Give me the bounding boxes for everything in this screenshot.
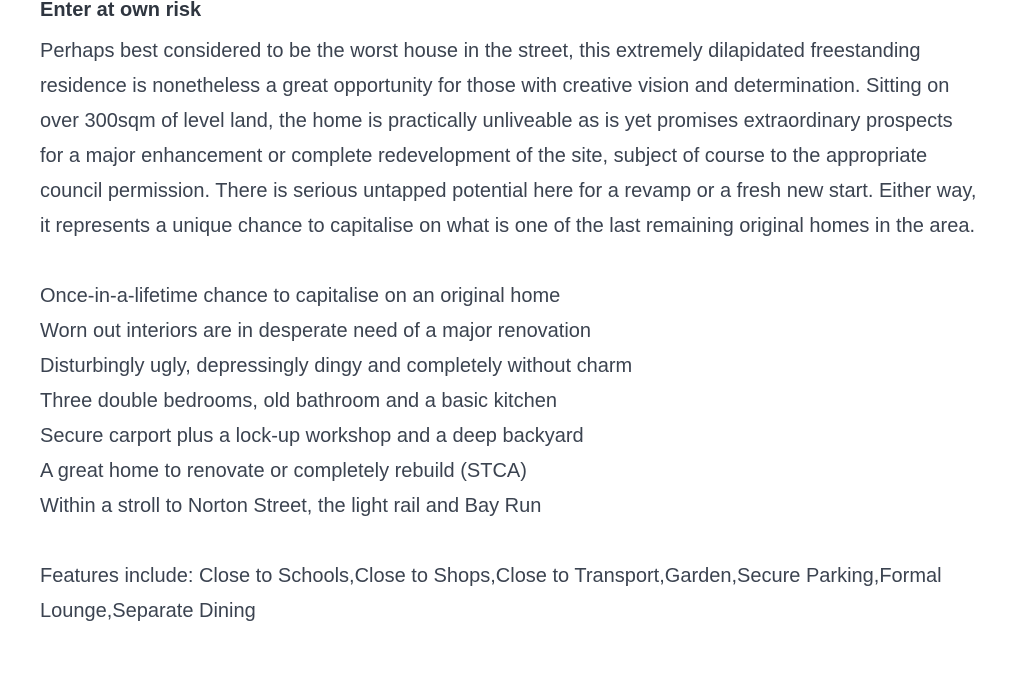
feature-item: Disturbingly ugly, depressingly dingy and completely without charm: [40, 355, 633, 377]
feature-item: A great home to renovate or completely rebuild (STCA): [40, 460, 527, 482]
feature-item: Within a stroll to Norton Street, the light rail and Bay Run: [40, 495, 542, 517]
feature-item: Once-in-a-lifetime chance to capitalise on an original home: [40, 285, 561, 307]
listing-heading: Enter at own risk: [40, 0, 202, 21]
listing-description: Perhaps best considered to be the worst house in the street, this extremely dilapidated freestanding residence is nonetheless a great opportunity for those with creative vision and determination. Sitting on over 300sqm of level land, the home is practically unliveable as is yet promises extraordinary prospects for a major enhancement or complete redevelopment of the site, subject of course to the appropriate council permission. There is serious untapped potential here for a revamp or a fresh new start. Either way, it represents a unique chance to capitalise on what is one of the last remaining original homes in the area.: [40, 40, 977, 237]
features-include-text: Features include: Close to Schools,Close to Shops,Close to Transport,Garden,Secure Parking,Formal Lounge,Separate Dining: [40, 565, 942, 622]
features-list: [40, 279, 980, 524]
feature-item: Worn out interiors are in desperate need of a major renovation: [40, 320, 592, 342]
feature-item: Secure carport plus a lock-up workshop and a deep backyard: [40, 425, 584, 447]
feature-item: Three double bedrooms, old bathroom and a basic kitchen: [40, 390, 557, 412]
listing-description-section: [40, 0, 980, 629]
